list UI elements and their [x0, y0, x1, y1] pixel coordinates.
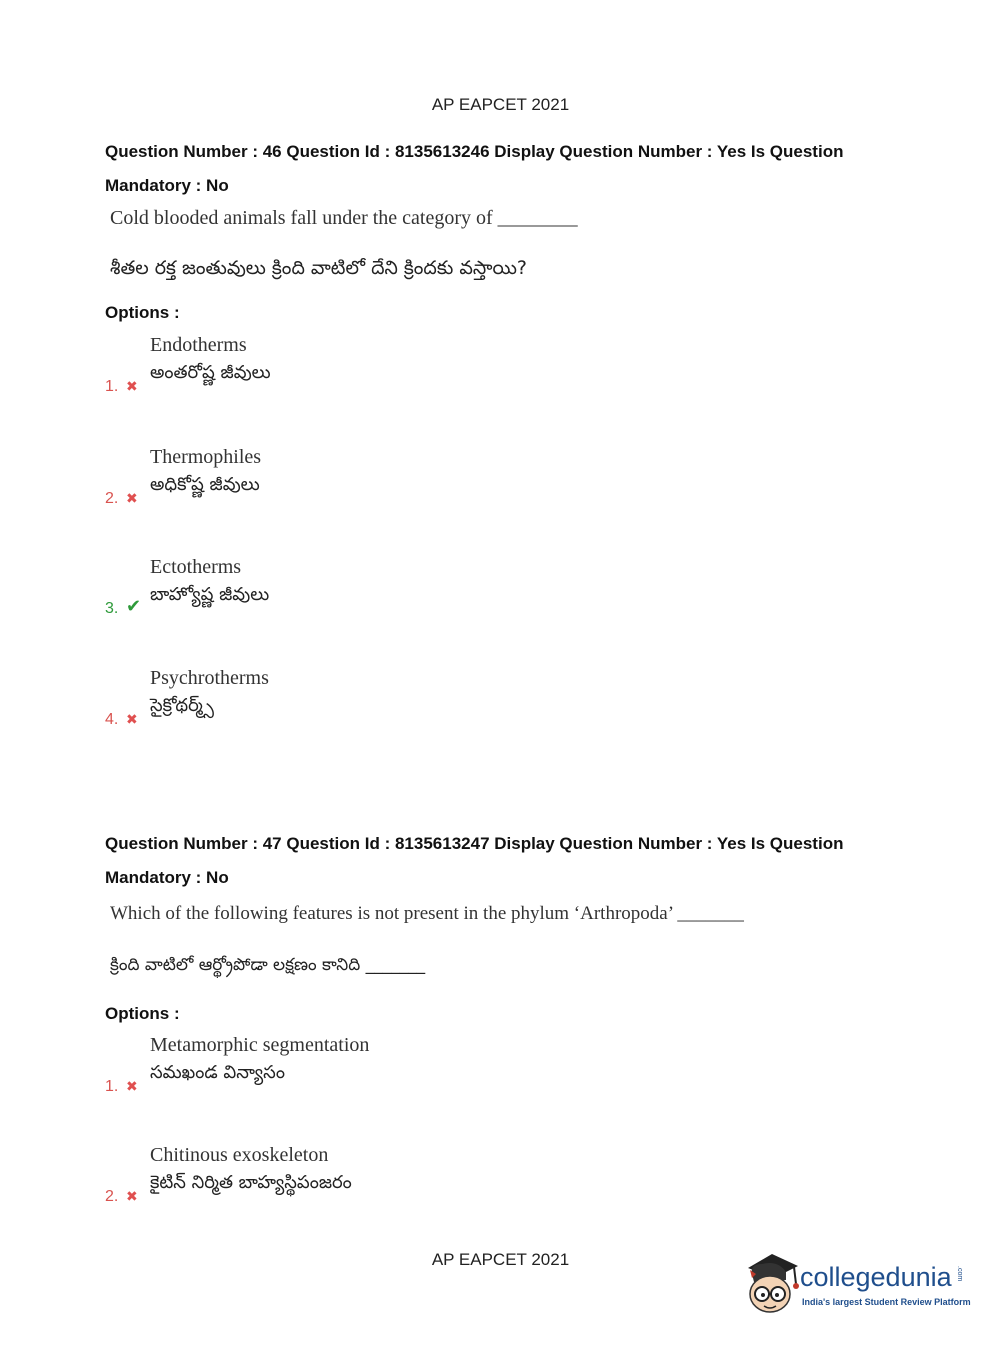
option-text-english: Chitinous exoskeleton	[150, 1144, 329, 1166]
collegedunia-logo	[742, 1250, 972, 1320]
option-text-english: Psychrotherms	[150, 667, 269, 689]
option-item	[0, 1034, 1001, 1114]
option-text-english: Metamorphic segmentation	[150, 1034, 370, 1056]
option-item	[0, 667, 1001, 747]
option-number: 2.	[105, 1188, 119, 1205]
option-item	[0, 556, 1001, 636]
option-text-telugu: అధికోష్ణ జీవులు	[150, 474, 260, 495]
question-meta-line1: Question Number : 47 Question Id : 8135613247 Display Question Number : Yes Is Question	[105, 834, 844, 853]
option-text-english: Endotherms	[150, 334, 247, 356]
option-number: 1.	[105, 1078, 119, 1095]
wrong-mark-icon: ✖	[126, 1078, 138, 1094]
option-text-english: Ectotherms	[150, 556, 242, 578]
option-number: 3.	[105, 600, 119, 617]
option-number: 4.	[105, 711, 119, 728]
option-number: 2.	[105, 490, 119, 507]
check-mark-icon: ✔	[126, 596, 142, 616]
page-footer: AP EAPCET 2021	[431, 1250, 570, 1269]
option-text-telugu: బాహ్యోష్ణ జీవులు	[150, 584, 270, 605]
question-text-telugu: శీతల రక్త జంతువులు క్రింది వాటిలో దేని క్రిందకు వస్తాయి?	[110, 257, 527, 279]
option-item	[0, 446, 1001, 526]
mascot-icon	[742, 1250, 802, 1318]
option-number: 1.	[105, 378, 119, 395]
options-label: Options :	[105, 303, 180, 322]
question-meta-line1: Question Number : 46 Question Id : 8135613246 Display Question Number : Yes Is Question	[105, 142, 844, 161]
question-meta-line2: Mandatory : No	[105, 868, 229, 887]
wrong-mark-icon: ✖	[126, 378, 138, 394]
option-text-telugu: సైక్రోథర్మ్స్	[150, 695, 214, 716]
options-label: Options :	[105, 1004, 180, 1023]
question-text-english: Which of the following features is not present in the phylum ‘Arthropoda’ _______	[110, 903, 744, 924]
page-header: AP EAPCET 2021	[431, 95, 570, 114]
question-meta-line2: Mandatory : No	[105, 176, 229, 195]
option-item	[0, 1144, 1001, 1224]
wrong-mark-icon: ✖	[126, 711, 138, 727]
wrong-mark-icon: ✖	[126, 490, 138, 506]
option-text-telugu: సమఖండ విన్యాసం	[150, 1062, 285, 1083]
question-meta	[105, 135, 905, 203]
logo-suffix: .com	[956, 1266, 963, 1282]
question-text-english: Cold blooded animals fall under the category of ________	[110, 207, 578, 229]
option-text-telugu: కైటిన్ నిర్మిత బాహ్యస్థిపంజరం	[150, 1172, 352, 1193]
option-text-telugu: అంతరోష్ణ జీవులు	[150, 362, 271, 383]
question-text-telugu: క్రింది వాటిలో ఆర్థ్రోపోడా లక్షణం కానిది _______	[110, 955, 426, 975]
wrong-mark-icon: ✖	[126, 1188, 138, 1204]
question-meta	[105, 827, 905, 895]
option-item	[0, 334, 1001, 414]
logo-tagline: India's largest Student Review Platform	[802, 1297, 971, 1307]
logo-brand: collegedunia	[800, 1262, 952, 1292]
option-text-english: Thermophiles	[150, 446, 262, 468]
